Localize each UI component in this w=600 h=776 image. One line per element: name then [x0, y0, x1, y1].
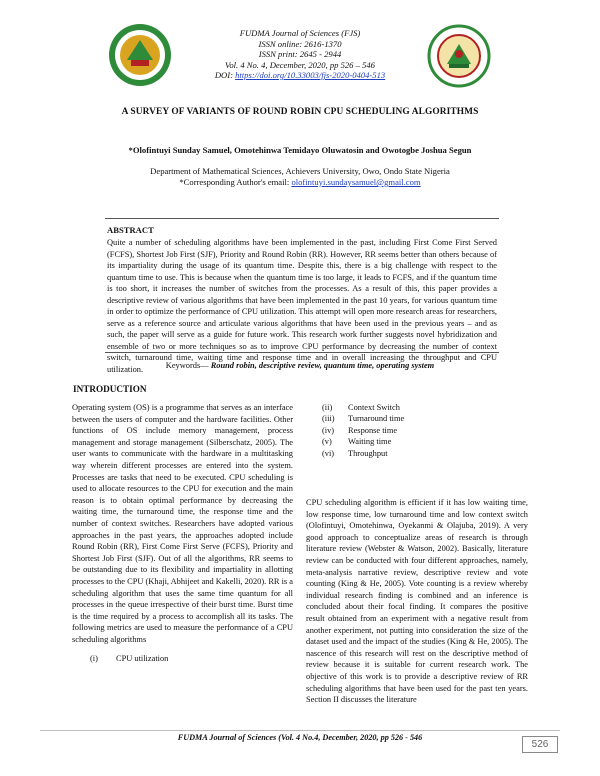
abstract-heading: ABSTRACT: [107, 225, 154, 235]
footer-rule: [40, 730, 560, 731]
left-column: [72, 402, 293, 665]
authors: *Olofintuyi Sunday Samuel, Omotehinwa Temidayo Oluwatosin and Owotogbe Joshua Segun: [128, 145, 472, 155]
doi-link[interactable]: https://doi.org/10.33003/fjs-2020-0404-513: [235, 70, 386, 80]
issn-online: ISSN online: 2616-1370: [258, 38, 342, 49]
footer: FUDMA Journal of Sciences (Vol. 4 No.4, December, 2020, pp 526 - 546: [177, 733, 423, 742]
keywords: [0, 361, 600, 370]
list-item: (i) CPU utilization: [90, 654, 169, 664]
journal-header: [200, 28, 400, 81]
affiliation: Department of Mathematical Sciences, Achievers University, Owo, Ondo State Nigeria: [150, 166, 450, 176]
right-column-text: CPU scheduling algorithm is efficient if it has low waiting time, low response time, low turnaround time and low context switch (Olofintuyi, Omotehinwa, Oyekanmi & Olajuba, 2019). A very good approach to conceptualize areas of research is through literature review (Webster & Watson, 2002). Basically, literature review can be conducted with four different approaches, namely, meta-analysis narrative review, descriptive review and vote counting (King & He, 2005). Vote counting is a review whereby individual research finding is combined and an inference is concluded about their focal finding. It compares the positive result obtained from an experiment with a negative result from another experiment, not putting into consideration the size of the dataset used and the impact of the studies (King & He, 2005). The nascence of this research will rest on the descriptive method of review because it is suitable for current research work. The objective of this work is to provide a descriptive review of RR scheduling algorithms that have been used for the past ten years. Section II discusses the literature: [306, 498, 528, 705]
corresponding-email-link[interactable]: olofintuyi.sundaysamuel@gmail.com: [291, 177, 421, 187]
corresponding-author: *Corresponding Author's email: olofintuyi.sundaysamuel@gmail.com: [179, 177, 421, 187]
volume-info: Vol. 4 No. 4, December, 2020, pp 526 – 546: [225, 59, 375, 70]
page-number: 526: [522, 736, 558, 753]
metrics-list-right: [322, 402, 404, 459]
paper-title: A SURVEY OF VARIANTS OF ROUND ROBIN CPU SCHEDULING ALGORITHMS: [121, 107, 479, 117]
keywords-label: Keywords—: [165, 361, 211, 370]
journal-logo: [107, 22, 173, 88]
doi-line: DOI: https://doi.org/10.33003/fjs-2020-0404-513: [214, 70, 386, 80]
left-column-text: Operating system (OS) is a programme that serves as an interface between the users of computer and the hardware facilities. Other functions of OS include memory management, process management and storage management (Silberschatz, 2005). The user wants to communicate with the hardware in a multitasking way wherein different processes are entered into the system. Processes are tasks that need to be executed. CPU scheduling is used to allocate resources to the CPU for execution and the main reason is to obtain optimal performance by decreasing the waiting time, the turnaround time, the response time and the number of context switches. Researchers have adopted various approaches in the past years, the approaches adopted include Round Robin (RR), First Come First Serve (FCFS), Priority and Shortest Job First (SJF). Out of all the algorithms, RR seems to be outstanding due to its flexibility and impartiality in allotting processes to the CPU (Khaji, Abhijeet and Kakelli, 2020). RR is a scheduling algorithm that uses the same time quantum for all processes in the queue irrespective of their burst time. Burst time is the time required by a process to accomplish all its tasks. The following metrics are used to measure the performance of a CPU scheduling algorithms: [72, 403, 293, 644]
metrics-list-left: [72, 653, 293, 664]
university-seal: [427, 24, 491, 88]
list-item: (vi) Throughput: [322, 448, 388, 458]
introduction-heading: INTRODUCTION: [73, 384, 147, 394]
abstract-text: Quite a number of scheduling algorithms have been implemented in the past, including First Come First Served (FCFS), Shortest Job First (SJF), Priority and Round Robin (RR). However, RR seems better than others because of its impartiality during the usage of its quantum time. Despite this, there is a big challenge with respect to the quantum time to use. This is because when the quantum time is too large, it leads to FCFS, and if the quantum time is too short, it increases the number of switches from the processes. As a result of this, this paper provides a descriptive review of various algorithms that have been implemented in the past 10 years, for various quantum time in order to optimize the performance of CPU utilization. This attempt will open more research areas for researchers, serve as a reference source and articulate various algorithms that have been used in the previous years – and as such, the paper will serve as a guide for future work. This research work further suggests novel hybridization and ensemble of two or more techniques so as to improve CPU performance by decreasing the number of context switch, turnaround time, waiting time and response time and in overall increasing the throughput and CPU utilization.: [107, 238, 497, 374]
abstract-top-rule: [105, 218, 499, 219]
list-item: (ii) Context Switch: [322, 403, 400, 412]
list-item: (iii) Turnaround time: [322, 414, 405, 424]
affiliation-block: [0, 166, 600, 188]
list-item: (iv) Response time: [322, 425, 398, 435]
abstract-bottom-rule: [105, 352, 499, 353]
journal-name: FUDMA Journal of Sciences (FJS): [239, 28, 361, 38]
issn-print: ISSN print: 2645 - 2944: [258, 49, 342, 59]
list-item: (v) Waiting time: [322, 437, 392, 447]
keywords-terms: Round robin, descriptive review, quantum time, operating system: [210, 361, 435, 370]
